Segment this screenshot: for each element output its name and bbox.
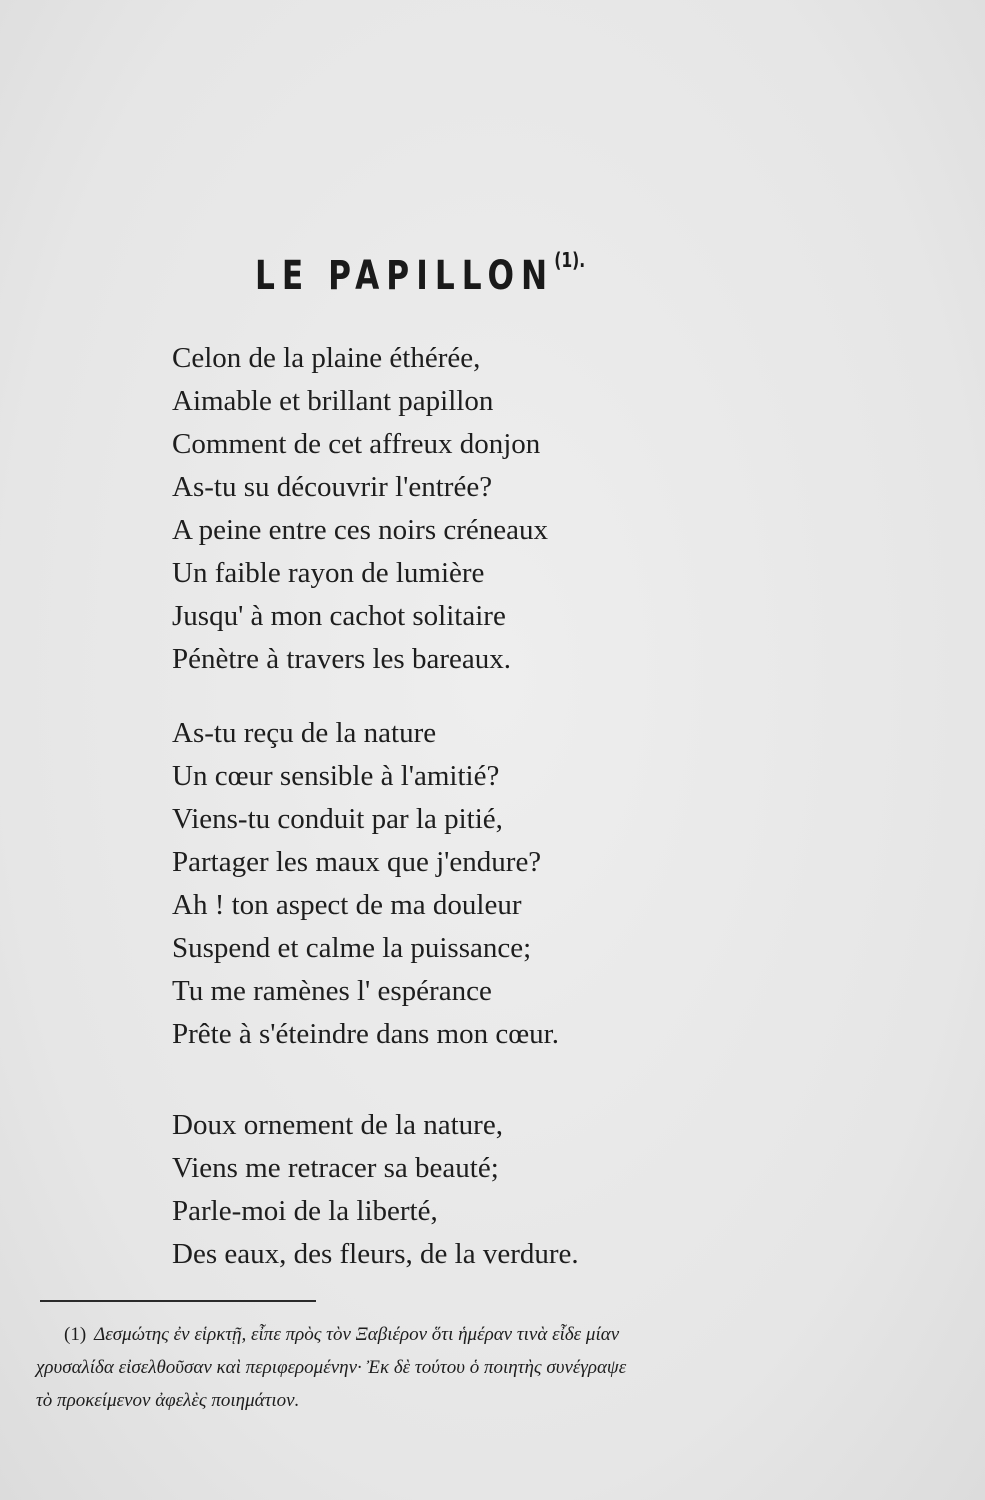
poem-title-text: LE PAPILLON bbox=[255, 253, 555, 299]
footnote-line: χρυσαλίδα εἰσελθοῦσαν καὶ περιφερομένην· Ἐκ δὲ τούτου ὁ ποιητὴς συνέγραψε bbox=[36, 1357, 627, 1378]
footnote bbox=[36, 1318, 876, 1417]
stanza-3 bbox=[172, 1104, 579, 1276]
verse-line: Prête à s'éteindre dans mon cœur. bbox=[172, 1018, 559, 1050]
footnote-line: τὸ προκείμενον ἀφελὲς ποιημάτιον. bbox=[36, 1390, 300, 1411]
verse-line: Parle-moi de la liberté, bbox=[172, 1195, 438, 1227]
verse-line: As-tu reçu de la nature bbox=[172, 717, 437, 749]
verse-line: Partager les maux que j'endure? bbox=[172, 846, 542, 878]
footnote-text: Δεσμώτης ἐν εἱρκτῇ, εἶπε πρὸς τὸν Ξαβιέρον ὅτι ἡμέραν τινὰ εἶδε μίαν bbox=[94, 1324, 620, 1345]
verse-line: Des eaux, des fleurs, de la verdure. bbox=[172, 1238, 579, 1270]
verse-line: Un cœur sensible à l'amitié? bbox=[172, 760, 500, 792]
verse-line: Ah ! ton aspect de ma douleur bbox=[172, 889, 522, 921]
verse-line: Doux ornement de la nature, bbox=[172, 1109, 503, 1141]
verse-line: Viens-tu conduit par la pitié, bbox=[172, 803, 503, 835]
verse-line: A peine entre ces noirs créneaux bbox=[172, 514, 549, 546]
verse-line: Jusqu' à mon cachot solitaire bbox=[172, 600, 506, 632]
verse-line: Un faible rayon de lumière bbox=[172, 557, 485, 589]
poem-title bbox=[255, 248, 585, 299]
verse-line: Comment de cet affreux donjon bbox=[172, 428, 541, 460]
stanza-1 bbox=[172, 337, 548, 681]
verse-line: Aimable et brillant papillon bbox=[172, 385, 494, 417]
title-footnote-marker: (1). bbox=[554, 248, 586, 272]
stanza-2 bbox=[172, 712, 559, 1056]
verse-line: Celon de la plaine éthérée, bbox=[172, 342, 481, 374]
verse-line: As-tu su découvrir l'entrée? bbox=[172, 471, 493, 503]
verse-line: Suspend et calme la puissance; bbox=[172, 932, 532, 964]
verse-line: Viens me retracer sa beauté; bbox=[172, 1152, 499, 1184]
verse-line: Tu me ramènes l' espérance bbox=[172, 975, 492, 1007]
footnote-divider bbox=[40, 1300, 316, 1302]
verse-line: Pénètre à travers les bareaux. bbox=[172, 643, 511, 675]
footnote-marker: (1) bbox=[64, 1324, 87, 1345]
footnote-line bbox=[36, 1318, 876, 1351]
